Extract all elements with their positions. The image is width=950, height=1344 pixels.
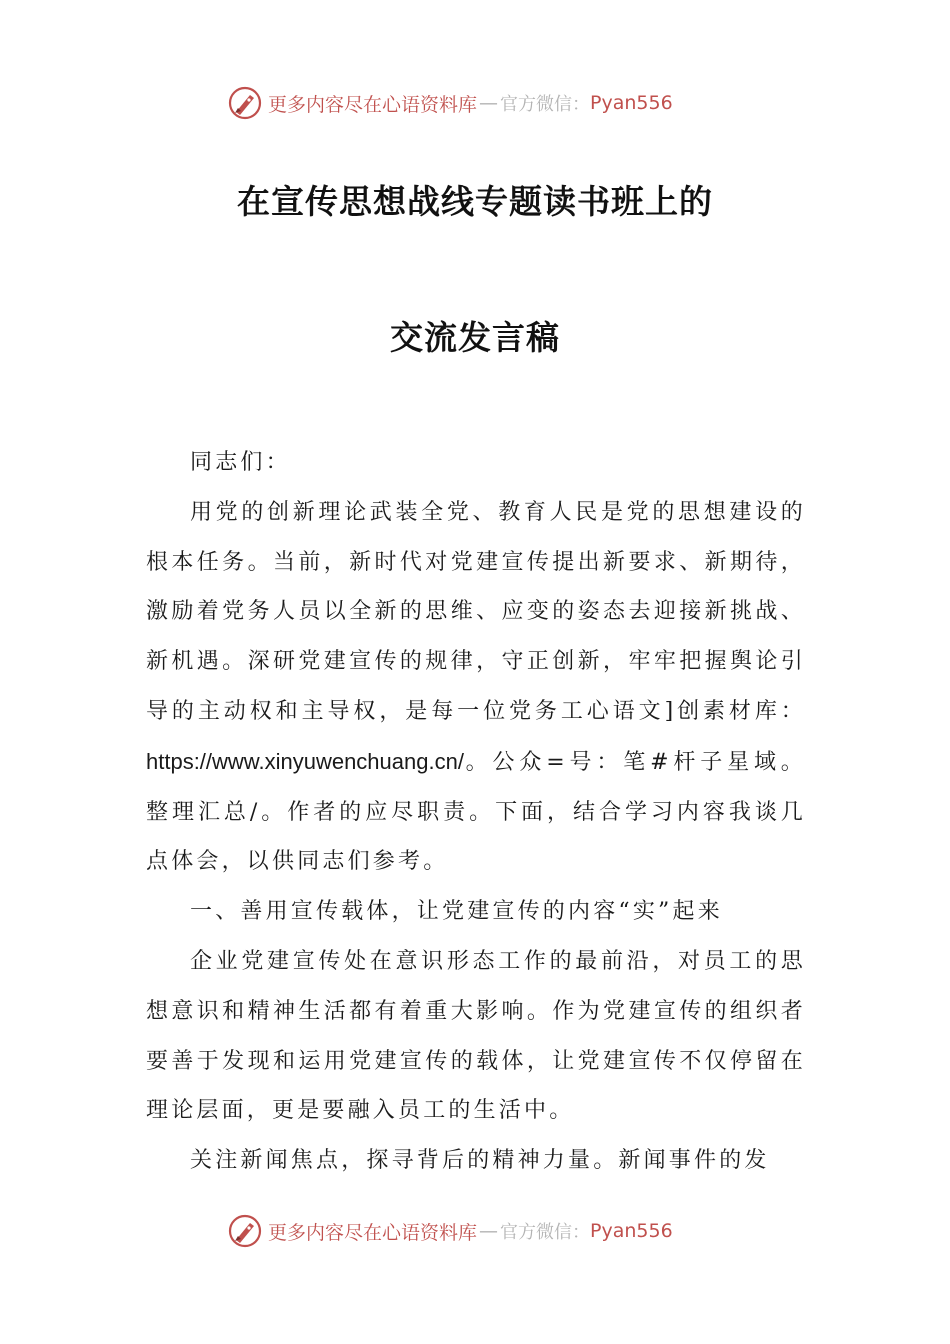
pen-nib-icon: [228, 1214, 262, 1248]
footer-banner-text: 更多内容尽在心语资料库: [268, 1221, 478, 1244]
pen-nib-icon: [228, 86, 262, 120]
paragraph-1: [146, 488, 806, 887]
paragraph-1-text-a: 用党的创新理论武装全党、教育人民是党的思想建设的根本任务。当前，新时代对党建宣传提出新要求、新期待，激励着党务人员以全新的思维、应变的姿态去迎接新挑战、新机遇。深研党建宣传的规律，守正创新，牢牢把握舆论引导的主动权和主导权，是每一位党务工心语文]创素材库：: [146, 499, 806, 724]
footer-banner-wechat-label: 官方微信：: [500, 1222, 591, 1243]
banner-text: 更多内容尽在心语资料库: [268, 93, 478, 116]
paragraph-2: 企业党建宣传处在意识形态工作的最前沿，对员工的思想意识和精神生活都有着重大影响。作为党建宣传的组织者要善于发现和运用党建宣传的载体，让党建宣传不仅停留在理论层面，更是要融入员工的生活中。: [146, 948, 806, 1124]
document-body: [146, 438, 806, 1186]
footer-banner-separator: —: [479, 1220, 499, 1242]
paragraph-1-url: https://www.xinyuwenchuang.cn/: [146, 748, 464, 774]
salutation: 同志们：: [190, 450, 291, 475]
document-title-line-1: 在宣传思想战线专题读书班上的: [237, 182, 713, 221]
footer-banner-wechat-id: Pyan556: [590, 1220, 673, 1242]
banner-separator: —: [479, 92, 499, 114]
paragraph-3: 关注新闻焦点，探寻背后的精神力量。新闻事件的发: [190, 1148, 770, 1174]
footer-banner: [228, 1211, 673, 1251]
banner-wechat-label: 官方微信：: [500, 94, 591, 115]
section-1-heading: 一、善用宣传载体，让党建宣传的内容“实”起来: [190, 899, 723, 925]
header-banner: [228, 83, 673, 123]
banner-wechat-id: Pyan556: [590, 92, 673, 114]
paragraph-1-text-b: 。公众=号：笔#杆子星域。整理汇总/。作者的应尽职责。下面，结合学习内容我谈几点体会，以供同志们参考。: [146, 749, 806, 875]
document-title-line-2: 交流发言稿: [390, 318, 560, 357]
